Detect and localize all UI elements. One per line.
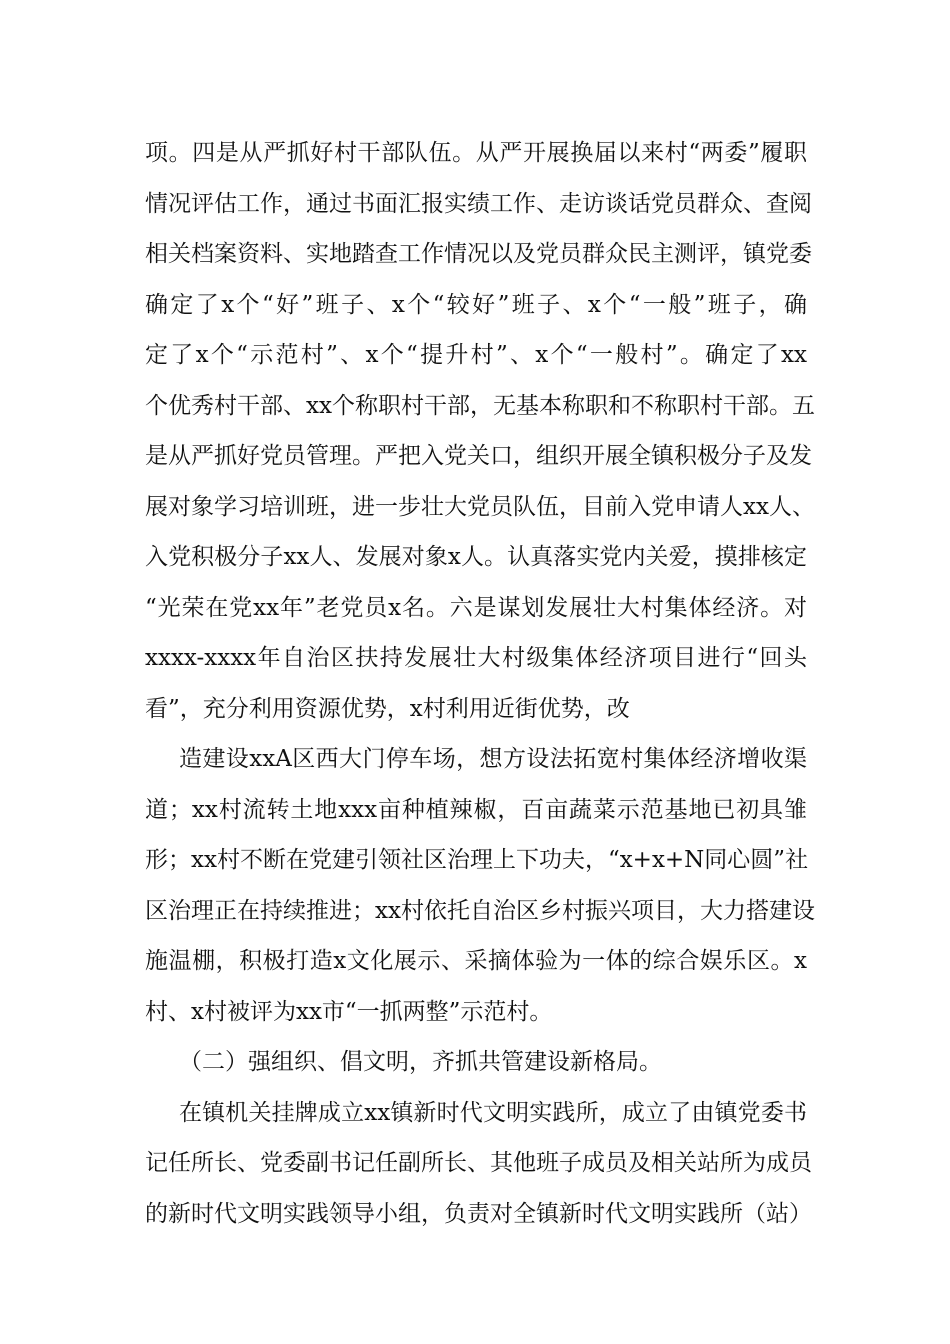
text-line: 确定了x个“好”班子、x个“较好”班子、x个“一般”班子，确 (145, 291, 807, 318)
text-line: 记任所长、党委副书记任副所长、其他班子成员及相关站所为成员 (145, 1150, 812, 1176)
text-line: 个优秀村干部、xx个称职村干部，无基本称职和不称职村干部。五 (145, 392, 815, 419)
text-line: 区治理正在持续推进；xx村依托自治区乡村振兴项目，大力搭建设 (145, 897, 815, 924)
text-line: 施温棚，积极打造x文化展示、采摘体验为一体的综合娱乐区。x (145, 948, 807, 974)
text-line: 入党积极分子xx人、发展对象x人。认真落实党内关爱，摸排核定 (145, 544, 807, 570)
paragraph-first-line: 在镇机关挂牌成立xx镇新时代文明实践所，成立了由镇党委书 (179, 1099, 807, 1126)
text-line: 项。四是从严抓好村干部队伍。从严开展换届以来村“两委”履职 (145, 140, 807, 166)
text-line: 道；xx村流转土地xxx亩种植辣椒，百亩蔬菜示范基地已初具雏 (145, 796, 807, 823)
text-line: 看”，充分利用资源优势，x村利用近街优势，改 (145, 695, 630, 722)
text-line: 的新时代文明实践领导小组，负责对全镇新时代文明实践所（站） (145, 1200, 812, 1227)
text-line: 定了x个“示范村”、x个“提升村”、x个“一般村”。确定了xx (145, 342, 807, 368)
text-line: 情况评估工作，通过书面汇报实绩工作、走访谈话党员群众、查阅 (145, 190, 812, 217)
text-line: 展对象学习培训班，进一步壮大党员队伍，目前入党申请人xx人、 (145, 493, 815, 520)
text-line: xxxx-xxxx年自治区扶持发展壮大村级集体经济项目进行“回头 (145, 645, 807, 671)
text-line: 形；xx村不断在党建引领社区治理上下功夫，“x+x+N同心圆”社 (145, 847, 809, 873)
text-line: “光荣在党xx年”老党员x名。六是谋划发展壮大村集体经济。对 (145, 594, 807, 621)
text-line: 村、x村被评为xx市“一抓两整”示范村。 (145, 998, 553, 1025)
section-heading: （二）强组织、倡文明，齐抓共管建设新格局。 (179, 1049, 662, 1075)
document-body (145, 128, 815, 1239)
text-line: 是从严抓好党员管理。严把入党关口，组织开展全镇积极分子及发 (145, 443, 812, 469)
paragraph-first-line: 造建设xxA区西大门停车场，想方设法拓宽村集体经济增收渠 (179, 746, 807, 772)
text-line: 相关档案资料、实地踏查工作情况以及党员群众民主测评，镇党委 (145, 241, 812, 267)
